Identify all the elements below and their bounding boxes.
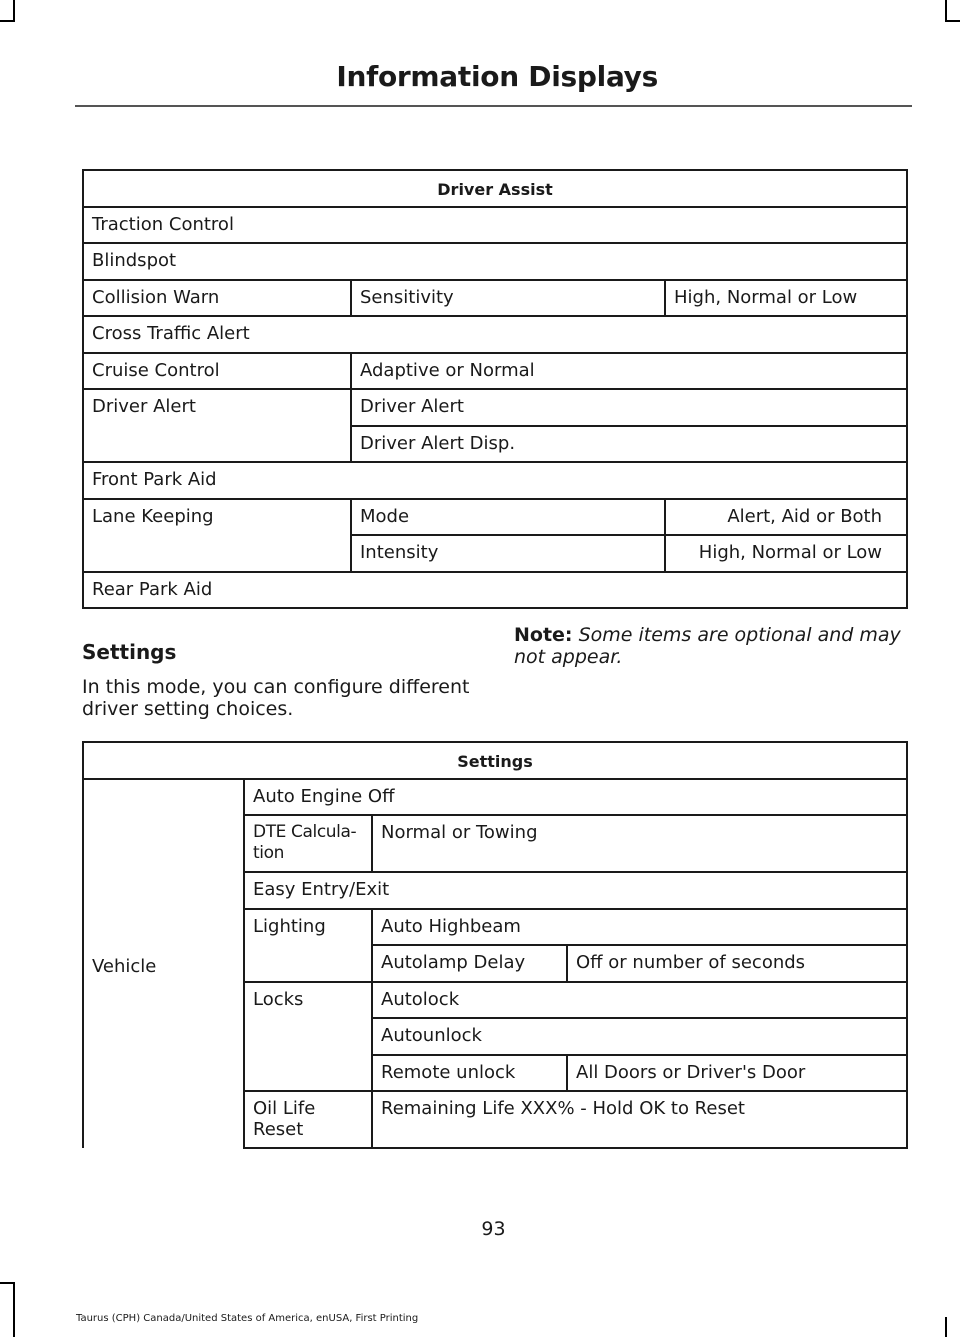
table-cell: Alert, Aid or Both [665,499,907,536]
edition-footer: Taurus (CPH) Canada/United States of America, enUSA, First Printing [76,1313,419,1324]
table-cell: Blindspot [83,243,907,280]
page-number: 93 [481,1218,506,1240]
table-cell: Oil Life Reset [244,1091,372,1148]
table-cell: Remaining Life XXX% - Hold OK to Reset [372,1091,907,1148]
table-cell: Auto Highbeam [372,909,907,946]
table-cell: Cross Traffic Alert [83,316,907,353]
table-cell: Driver Alert [83,389,351,462]
table-cell: Adaptive or Normal [351,353,907,390]
crop-mark [945,0,947,22]
note-text: Some items are optional and may not appear. [514,624,901,668]
table-cell: High, Normal or Low [665,280,907,317]
table-cell: Sensitivity [351,280,665,317]
table-cell: Front Park Aid [83,462,907,499]
table-cell: Collision Warn [83,280,351,317]
section-heading: Settings [82,640,177,664]
table-cell: High, Normal or Low [665,535,907,572]
table-row [83,207,907,244]
table-cell: Traction Control [83,207,907,244]
table-title: Driver Assist [83,170,907,207]
table-row [83,243,907,280]
table-row [83,170,907,207]
note-label: Note: [514,624,573,646]
table-cell: Normal or Towing [372,815,907,872]
header-divider [75,105,912,107]
table-cell: Driver Alert [351,389,907,426]
table-cell: Locks [244,982,372,1092]
table-row [83,572,907,609]
table-cell: Off or number of seconds [567,945,907,982]
table-row [83,779,907,816]
table-cell: All Doors or Driver's Door [567,1055,907,1092]
table-cell: Lighting [244,909,372,982]
driver-assist-table [82,169,908,609]
table-row [83,389,907,426]
table-cell: Autounlock [372,1018,907,1055]
table-cell: Autolock [372,982,907,1019]
table-title: Settings [83,742,907,779]
crop-mark [945,20,960,22]
table-cell: Auto Engine Off [244,779,907,816]
note [514,624,904,668]
crop-mark [0,1282,15,1284]
table-cell: Mode [351,499,665,536]
table-cell: Intensity [351,535,665,572]
table-row [83,280,907,317]
table-row [83,462,907,499]
table-cell: Remote unlock [372,1055,567,1092]
table-cell: Lane Keeping [83,499,351,572]
crop-mark [13,0,15,22]
settings-table [82,741,908,1149]
crop-mark [945,1317,947,1337]
table-row [83,316,907,353]
section-body: In this mode, you can configure different driver setting choices. [82,676,470,720]
table-row [83,742,907,779]
table-cell: Driver Alert Disp. [351,426,907,463]
table-row [83,499,907,536]
page-title: Information Displays [336,60,658,93]
table-cell: DTE Calcula-tion [244,815,372,872]
table-cell: Autolamp Delay [372,945,567,982]
table-row [83,353,907,390]
table-cell: Vehicle [83,779,244,1149]
crop-mark [0,20,15,22]
crop-mark [13,1282,15,1337]
table-cell: Cruise Control [83,353,351,390]
table-cell: Rear Park Aid [83,572,907,609]
table-cell: Easy Entry/Exit [244,872,907,909]
